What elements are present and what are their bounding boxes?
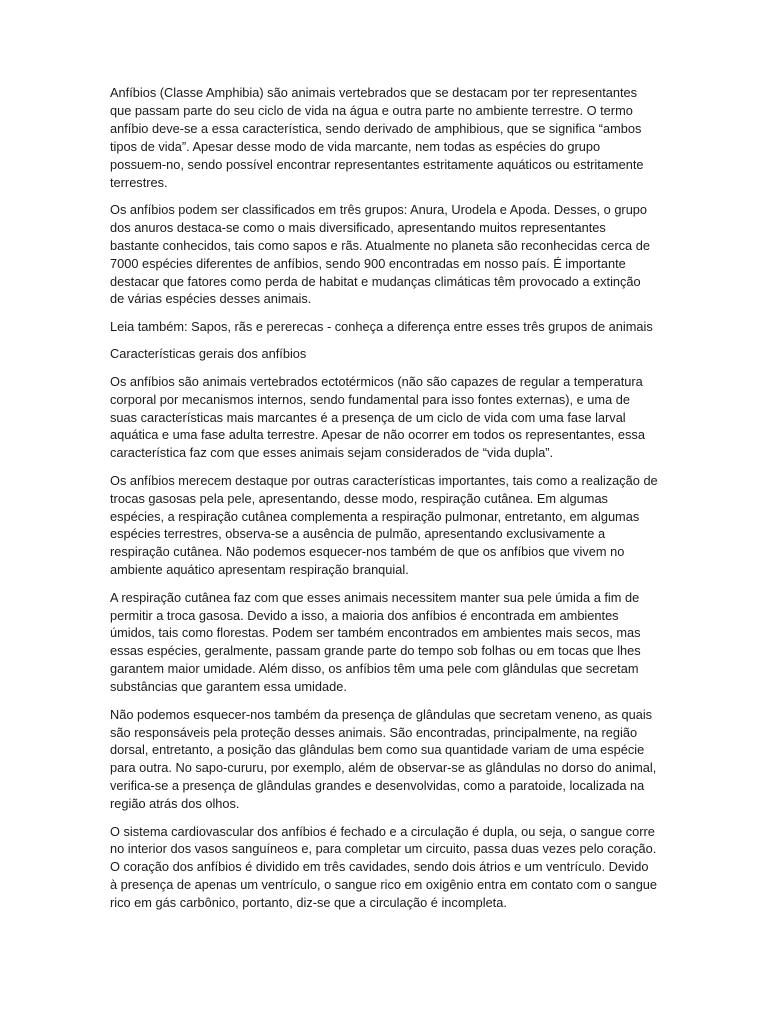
paragraph-ectotherm: Os anfíbios são animais vertebrados ectotérmicos (não são capazes de regular a temperatura corporal por mecanismos internos, sendo fundamental para isso fontes externas), e uma de suas características mais marcantes é a presença de um ciclo de vida com uma fase larval aquática e uma fase adulta terrestre. Apesar de não ocorrer em todos os representantes, essa característica faz com que esses animais sejam considerados de “vida dupla”. — [110, 373, 645, 461]
paragraph-read-also: Leia também: Sapos, rãs e pererecas - conheça a diferença entre esses três grupos de animais — [110, 318, 653, 334]
paragraph-respiration: Os anfíbios merecem destaque por outras características importantes, tais como a realização de trocas gasosas pela pele, apresentando, desse modo, respiração cutânea. Em algumas espécies, a respiração cutânea complementa a respiração pulmonar, entretanto, em algumas espécies terrestres, observa-se a ausência de pulmão, apresentando exclusivamente a respiração cutânea. Não podemos esquecer-nos também de que os anfíbios que vivem no ambiente aquático apresentam respiração branquial. — [110, 472, 658, 578]
paragraph-intro: Anfíbios (Classe Amphibia) são animais vertebrados que se destacam por ter representantes que passam parte do seu ciclo de vida na água e outra parte no ambiente terrestre. O termo anfíbio deve-se a essa característica, sendo derivado de amphibious, que se significa “ambos tipos de vida”. Apesar desse modo de vida marcante, nem todas as espécies do grupo possuem-no, sendo possível encontrar representantes estritamente aquáticos ou estritamente terrestres. — [110, 85, 644, 190]
paragraph-moist-skin: A respiração cutânea faz com que esses animais necessitem manter sua pele úmida a fim de permitir a troca gasosa. Devido a isso, a maioria dos anfíbios é encontrada em ambientes úmidos, tais como florestas. Podem ser também encontrados em ambientes mais secos, mas essas espécies, geralmente, passam grande parte do tempo sob folhas ou em tocas que lhes garantem maior umidade. Além disso, os anfíbios têm uma pele com glândulas que secretam substâncias que garantem essa umidade. — [110, 589, 641, 695]
document-page — [110, 84, 658, 922]
paragraph-venom-glands: Não podemos esquecer-nos também da presença de glândulas que secretam veneno, as quais são responsáveis pela proteção desses animais. São encontradas, principalmente, na região dorsal, entretanto, a posição das glândulas bem como sua quantidade variam de uma espécie para outra. No sapo-cururu, por exemplo, além de observar-se as glândulas no dorso do animal, verifica-se a presença de glândulas grandes e desenvolvidas, como a paratoide, localizada na região atrás dos olhos. — [110, 706, 657, 812]
paragraph-cardiovascular: O sistema cardiovascular dos anfíbios é fechado e a circulação é dupla, ou seja, o sangue corre no interior dos vasos sanguíneos e, para completar um circuito, passa duas vezes pelo coração. O coração dos anfíbios é dividido em três cavidades, sendo dois átrios e um ventrículo. Devido à presença de apenas um ventrículo, o sangue rico em oxigênio entra em contato com o sangue rico em gás carbônico, portanto, diz-se que a circulação é incompleta. — [110, 823, 658, 911]
paragraph-classification: Os anfíbios podem ser classificados em três grupos: Anura, Urodela e Apoda. Desses, o grupo dos anuros destaca-se como o mais diversificado, apresentando muitos representantes bastante conhecidos, tais como sapos e rãs. Atualmente no planeta são reconhecidas cerca de 7000 espécies diferentes de anfíbios, sendo 900 encontradas em nosso país. É importante destacar que fatores como perda de habitat e mudanças climáticas têm provocado a extinção de várias espécies desses animais. — [110, 201, 650, 307]
section-heading: Características gerais dos anfíbios — [110, 346, 307, 362]
